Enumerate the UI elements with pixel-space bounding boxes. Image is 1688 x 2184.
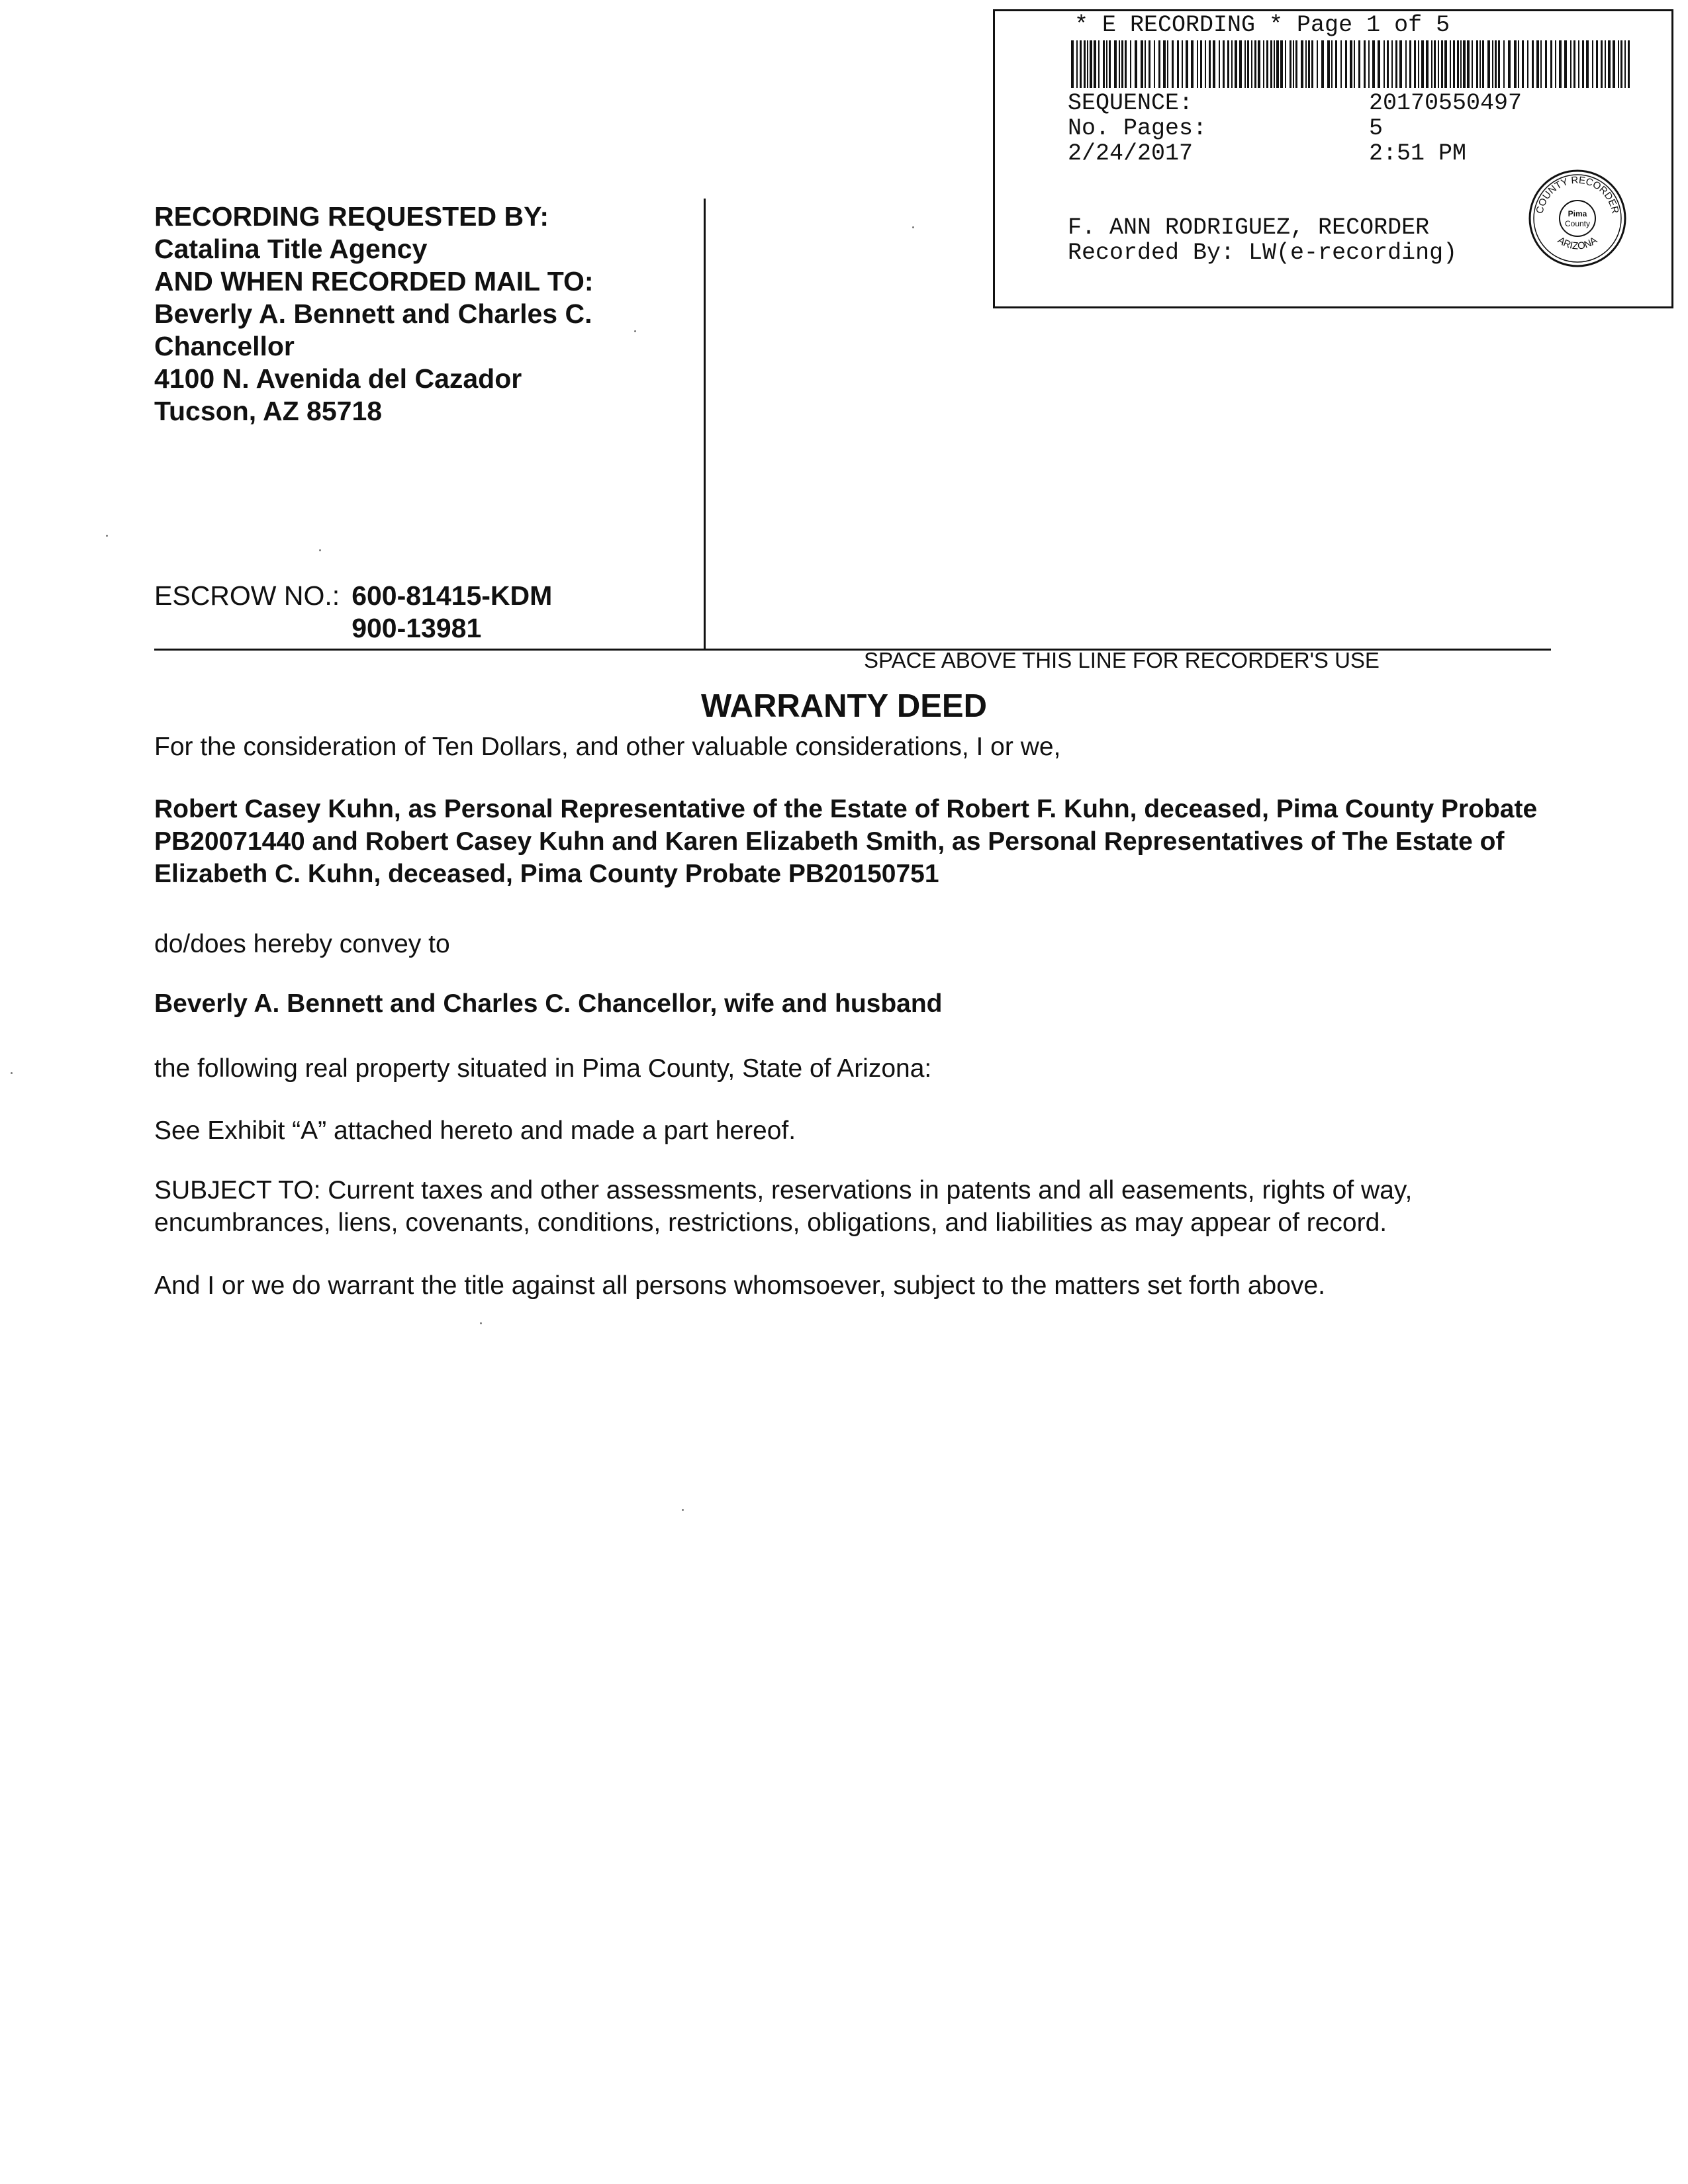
barcode-bar — [1071, 40, 1074, 88]
barcode-bar — [1121, 40, 1123, 88]
barcode-bar — [1555, 40, 1556, 88]
barcode-bar — [1308, 40, 1310, 88]
barcode-bar — [1608, 40, 1611, 88]
barcode-bar — [1305, 40, 1307, 88]
sequence-label: SEQUENCE: — [1068, 90, 1194, 116]
barcode-bar — [1149, 40, 1150, 88]
barcode-bar — [1368, 40, 1370, 88]
barcode-bar — [1130, 40, 1131, 88]
deed-title: WARRANTY DEED — [701, 688, 987, 724]
barcode-bar — [1327, 40, 1330, 88]
svg-text:ARIZONA — [1556, 235, 1599, 252]
seal-bottom-text: ARIZONA — [1555, 234, 1600, 252]
barcode-bar — [1358, 40, 1360, 88]
pages-value: 5 — [1369, 115, 1383, 142]
barcode-bar — [1103, 40, 1105, 88]
barcode-bar — [1186, 40, 1188, 88]
warranty-clause: And I or we do warrant the title against all persons whomsoever, subject to the matters set forth above. — [154, 1271, 1325, 1300]
barcode-bar — [1518, 40, 1519, 88]
barcode-bar — [1586, 40, 1589, 88]
scan-speck — [11, 1072, 13, 1074]
barcode-bar — [1438, 40, 1439, 88]
subject-to-clause: SUBJECT TO: Current taxes and other assessments, reservations in patents and all easements, rights of way, encumbrances, liens, covenants, conditions, restrictions, obligations, and liabilities as may appear of record. — [154, 1176, 1413, 1237]
barcode-bar — [1467, 40, 1470, 88]
barcode-bar — [1387, 40, 1389, 88]
barcode-bar — [1582, 40, 1584, 88]
barcode-bar — [1119, 40, 1120, 88]
barcode-bar — [1274, 40, 1275, 88]
barcode-bar — [1191, 40, 1194, 88]
barcode-bar — [1613, 40, 1615, 88]
barcode-bar — [1378, 40, 1380, 88]
barcode-bar — [1239, 40, 1242, 88]
barcode-bar — [1536, 40, 1539, 88]
barcode-bar — [1087, 40, 1088, 88]
barcode-bar — [1596, 40, 1598, 88]
recording-requested-heading: RECORDING REQUESTED BY: — [154, 201, 549, 232]
barcode-bar — [1321, 40, 1324, 88]
barcode-bar — [1227, 40, 1229, 88]
escrow-label: ESCROW NO.: — [154, 580, 340, 611]
barcode-bar — [1624, 40, 1626, 88]
barcode-bar — [1409, 40, 1411, 88]
sequence-value: 20170550497 — [1369, 90, 1523, 116]
barcode-bar — [1167, 40, 1168, 88]
barcode — [1071, 40, 1634, 88]
barcode-bar — [1350, 40, 1352, 88]
barcode-bar — [1460, 40, 1462, 88]
scan-speck — [319, 549, 321, 551]
barcode-bar — [1258, 40, 1260, 88]
barcode-bar — [1527, 40, 1528, 88]
barcode-bar — [1479, 40, 1481, 88]
scan-speck — [634, 330, 636, 332]
barcode-bar — [1177, 40, 1179, 88]
barcode-bar — [1601, 40, 1603, 88]
barcode-bar — [1487, 40, 1490, 88]
barcode-bar — [1628, 40, 1630, 88]
mail-to-street: 4100 N. Avenida del Cazador — [154, 363, 522, 394]
seal-top-text: COUNTY RECORDER — [1534, 174, 1621, 215]
scan-speck — [106, 535, 108, 537]
barcode-bar — [1476, 40, 1478, 88]
barcode-bar — [1090, 40, 1092, 88]
barcode-bar — [1182, 40, 1183, 88]
barcode-bar — [1251, 40, 1252, 88]
grantors: Robert Casey Kuhn, as Personal Representative of the Estate of Robert F. Kuhn, deceased, Pima County Probate PB20071440 and Robert Casey Kuhn and Karen Elizabeth Smith, as Personal Representatives of The Estate of Elizabeth C. Kuhn, deceased, Pima County Probate PB20150751 — [154, 795, 1538, 888]
seal-center-line1: Pima — [1568, 209, 1587, 218]
barcode-bar — [1317, 40, 1318, 88]
barcode-bar — [1080, 40, 1082, 88]
barcode-bar — [1383, 40, 1385, 88]
barcode-bar — [1114, 40, 1117, 88]
consideration-clause: For the consideration of Ten Dollars, and other valuable considerations, I or we, — [154, 733, 1061, 761]
barcode-bar — [1125, 40, 1127, 88]
county-recorder-seal — [1528, 169, 1627, 268]
barcode-bar — [1514, 40, 1517, 88]
barcode-bar — [1532, 40, 1534, 88]
requesting-agency: Catalina Title Agency — [154, 234, 428, 264]
barcode-bar — [1266, 40, 1268, 88]
recorder-name: F. ANN RODRIGUEZ, RECORDER — [1068, 214, 1430, 241]
property-clause: the following real property situated in Pima County, State of Arizona: — [154, 1054, 932, 1083]
barcode-bar — [1492, 40, 1493, 88]
seal-center-line2: County — [1564, 219, 1591, 228]
scan-speck — [912, 226, 914, 228]
vertical-divider — [704, 199, 706, 649]
exhibit-reference: See Exhibit “A” attached hereto and made a part hereof. — [154, 1116, 796, 1145]
barcode-bar — [1135, 40, 1137, 88]
barcode-bar — [1247, 40, 1249, 88]
barcode-bar — [1235, 40, 1237, 88]
barcode-bar — [1453, 40, 1455, 88]
barcode-bar — [1503, 40, 1505, 88]
mail-to-name-line1: Beverly A. Bennett and Charles C. — [154, 298, 592, 329]
barcode-bar — [1223, 40, 1225, 88]
barcode-bar — [1578, 40, 1579, 88]
barcode-bar — [1200, 40, 1202, 88]
barcode-bar — [1545, 40, 1547, 88]
barcode-bar — [1172, 40, 1174, 88]
barcode-bar — [1280, 40, 1283, 88]
barcode-bar — [1405, 40, 1407, 88]
barcode-bar — [1094, 40, 1096, 88]
escrow-values — [352, 580, 552, 645]
barcode-bar — [1399, 40, 1402, 88]
barcode-bar — [1564, 40, 1567, 88]
barcode-bar — [1254, 40, 1256, 88]
barcode-bar — [1163, 40, 1166, 88]
escrow-number: 900-13981 — [352, 613, 482, 643]
barcode-bar — [1444, 40, 1447, 88]
barcode-bar — [1076, 40, 1078, 88]
barcode-bar — [1285, 40, 1286, 88]
barcode-bar — [1482, 40, 1484, 88]
barcode-bar — [1570, 40, 1571, 88]
barcode-bar — [1498, 40, 1500, 88]
barcode-bar — [1457, 40, 1459, 88]
recorder-stamp-box — [993, 9, 1673, 308]
convey-clause: do/does hereby convey to — [154, 930, 450, 958]
barcode-bar — [1109, 40, 1111, 88]
mail-to-city: Tucson, AZ 85718 — [154, 396, 383, 426]
barcode-bar — [1463, 40, 1466, 88]
barcode-bar — [1270, 40, 1272, 88]
grantees: Beverly A. Bennett and Charles C. Chancellor, wife and husband — [154, 989, 943, 1018]
barcode-bar — [1431, 40, 1432, 88]
pages-label: No. Pages: — [1068, 115, 1207, 142]
barcode-bar — [1345, 40, 1347, 88]
barcode-bar — [1550, 40, 1552, 88]
barcode-bar — [1335, 40, 1337, 88]
barcode-bar — [1592, 40, 1593, 88]
barcode-bar — [1364, 40, 1366, 88]
barcode-bar — [1418, 40, 1419, 88]
barcode-bar — [1098, 40, 1100, 88]
barcode-bar — [1231, 40, 1233, 88]
barcode-bar — [1158, 40, 1160, 88]
barcode-bar — [1508, 40, 1511, 88]
barcode-bar — [1450, 40, 1451, 88]
recorded-by: Recorded By: LW(e-recording) — [1068, 240, 1458, 266]
barcode-bar — [1219, 40, 1220, 88]
barcode-bar — [1540, 40, 1542, 88]
barcode-bar — [1421, 40, 1424, 88]
barcode-bar — [1472, 40, 1473, 88]
barcode-bar — [1293, 40, 1294, 88]
barcode-bar — [1395, 40, 1397, 88]
barcode-bar — [1559, 40, 1562, 88]
barcode-bar — [1372, 40, 1375, 88]
barcode-bar — [1301, 40, 1303, 88]
barcode-bar — [1331, 40, 1333, 88]
barcode-bar — [1618, 40, 1619, 88]
barcode-bar — [1213, 40, 1215, 88]
barcode-bar — [1154, 40, 1155, 88]
barcode-bar — [1263, 40, 1264, 88]
barcode-bar — [1391, 40, 1393, 88]
recording-time: 2:51 PM — [1369, 140, 1467, 167]
barcode-bar — [1354, 40, 1355, 88]
barcode-bar — [1289, 40, 1291, 88]
barcode-bar — [1197, 40, 1198, 88]
barcode-bar — [1141, 40, 1143, 88]
recording-address-block — [154, 201, 594, 428]
barcode-bar — [1495, 40, 1497, 88]
scan-speck — [682, 1509, 684, 1511]
barcode-bar — [1441, 40, 1443, 88]
escrow-number: 600-81415-KDM — [352, 580, 553, 611]
barcode-bar — [1244, 40, 1246, 88]
barcode-bar — [1414, 40, 1416, 88]
recording-page-header: * E RECORDING * Page 1 of 5 — [1074, 12, 1450, 38]
barcode-bar — [1276, 40, 1279, 88]
barcode-bar — [1106, 40, 1107, 88]
recorder-use-note: SPACE ABOVE THIS LINE FOR RECORDER'S USE — [864, 648, 1380, 672]
barcode-bar — [1145, 40, 1146, 88]
barcode-bar — [1340, 40, 1342, 88]
barcode-bar — [1522, 40, 1524, 88]
barcode-bar — [1205, 40, 1206, 88]
barcode-bar — [1620, 40, 1622, 88]
recording-date: 2/24/2017 — [1068, 140, 1194, 167]
barcode-bar — [1434, 40, 1436, 88]
barcode-bar — [1084, 40, 1086, 88]
barcode-bar — [1426, 40, 1429, 88]
escrow-number-row — [154, 580, 552, 645]
scan-speck — [480, 1322, 482, 1324]
barcode-bar — [1295, 40, 1297, 88]
mail-to-heading: AND WHEN RECORDED MAIL TO: — [154, 266, 594, 296]
barcode-bar — [1311, 40, 1313, 88]
barcode-bar — [1209, 40, 1211, 88]
barcode-bar — [1573, 40, 1575, 88]
mail-to-name-line2: Chancellor — [154, 331, 295, 361]
barcode-bar — [1605, 40, 1606, 88]
